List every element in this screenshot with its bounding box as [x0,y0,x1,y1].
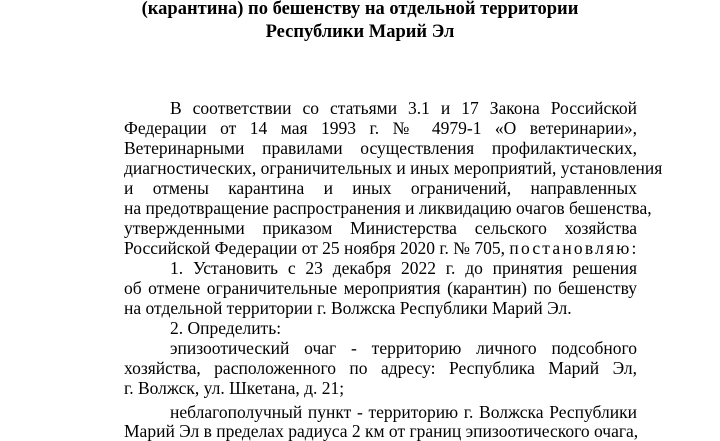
paragraph-line: на отдельной территории г. Волжска Республики Марий Эл. [124,298,572,318]
paragraph-line [124,238,637,258]
paragraph-line: диагностических, ограничительных и иных мероприятий, установления [124,158,663,178]
document-title-line-2: Республики Марий Эл [265,22,455,42]
paragraph-line: и отмены карантина и иных ограничений, направленных [124,178,637,198]
paragraph-line: об отмене ограничительные мероприятия (карантин) по бешенству [124,278,637,298]
paragraph-line: г. Волжск, ул. Шкетана, д. 21; [124,378,345,398]
paragraph-line: 1. Установить с 23 декабря 2022 г. до принятия решения [170,258,637,278]
document-title-line-1: (карантина) по бешенству на отдельной территории [141,0,579,19]
paragraph-line: на предотвращение распространения и ликвидацию очагов бешенства, [124,198,652,218]
paragraph-line: утвержденными приказом Министерства сельского хозяйства [124,218,637,238]
decree-word: постановляю: [509,238,639,258]
paragraph-line: неблагополучный пункт - территорию г. Волжска Республики [170,402,637,422]
paragraph-line: Федерации от 14 мая 1993 г. № 4979-1 «О ветеринарии», [124,118,637,138]
paragraph-line: эпизоотический очаг - территорию личного подсобного [170,338,637,358]
paragraph-line: Ветеринарными правилами осуществления профилактических, [124,138,637,158]
paragraph-line: Марий Эл в пределах радиуса 2 км от границ эпизоотического очага, [124,421,639,441]
paragraph-line: 2. Определить: [170,318,282,338]
paragraph-line: В соответствии со статьями 3.1 и 17 Закона Российской [170,98,637,118]
paragraph-text: Российской Федерации от 25 ноября 2020 г. № 705, [124,238,505,258]
paragraph-line: хозяйства, расположенного по адресу: Республика Марий Эл, [124,358,637,378]
